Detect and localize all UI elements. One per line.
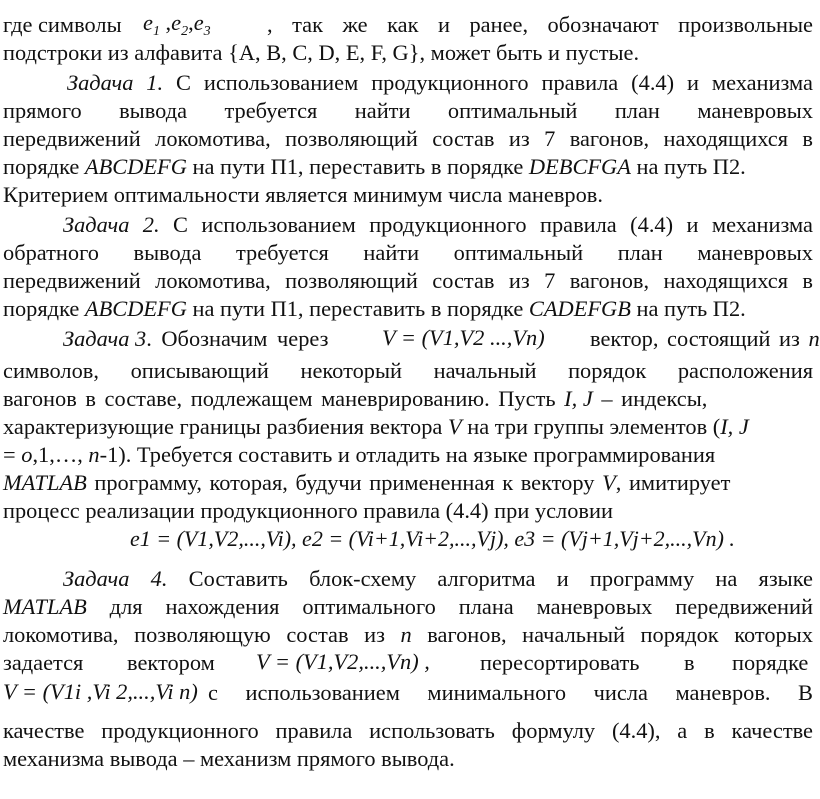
task-title: Задача 1. bbox=[67, 70, 164, 95]
task3-line-1b bbox=[590, 326, 820, 352]
task4-line-4b bbox=[127, 650, 247, 676]
text-segment: С использованием продукционного правила (4.4) и механизма bbox=[163, 70, 813, 95]
task2-line-3 bbox=[3, 268, 813, 294]
symbol-v: V bbox=[447, 414, 462, 439]
task1-line-3 bbox=[3, 126, 813, 152]
text-segment: обратного вывода требуется найти оптимальный план маневровых bbox=[3, 240, 813, 265]
text-segment: на путь П2. bbox=[630, 154, 746, 179]
text-segment: на пути П1, переставить в порядке bbox=[186, 154, 529, 179]
text-segment: задается bbox=[3, 650, 84, 675]
text-segment: Составить блок-схему алгоритма и программу на языке bbox=[167, 566, 813, 591]
symbol-n: n bbox=[400, 622, 412, 647]
text-segment: передвижений локомотива, позволяющий состав из 7 вагонов, находящихся в bbox=[3, 268, 813, 293]
task3-line-2 bbox=[3, 358, 813, 384]
task3-line-5 bbox=[3, 442, 813, 468]
text-segment: механизма вывода – механизм прямого вывода. bbox=[3, 746, 455, 771]
text-segment: локомотива, позволяющую состав из bbox=[3, 622, 401, 647]
text-segment: передвижений локомотива, позволяющий состав из 7 вагонов, находящихся в bbox=[3, 126, 813, 151]
order-string: CADEFGB bbox=[528, 296, 631, 321]
vector-v-formula: V = (V1,V2,...,Vn) , bbox=[256, 649, 430, 674]
text-segment: в bbox=[684, 650, 695, 675]
text-segment: порядке bbox=[732, 650, 809, 675]
symbol-n: n bbox=[808, 326, 820, 351]
task4-line-4d bbox=[684, 650, 714, 676]
text-segment: на пути П1, переставить в порядке bbox=[186, 296, 529, 321]
text-segment: С использованием продукционного правила (4.4) и механизма bbox=[159, 212, 813, 237]
text-segment: программу, которая, будучи примененная к вектору bbox=[86, 470, 603, 495]
text-segment: ,1,…, bbox=[32, 442, 89, 467]
symbols-e1-e2-e3: $e_1$ $,e_2,e_3$ bbox=[143, 10, 211, 39]
symbol-v: V bbox=[602, 470, 616, 495]
text-segment: -1). Требуется составить и отладить на языке программирования bbox=[99, 442, 716, 467]
text-segment: качестве продукционного правила использовать формулу (4.4), а в качестве bbox=[3, 718, 813, 743]
text-segment: где символы bbox=[3, 12, 122, 37]
symbol-n: n bbox=[88, 442, 100, 467]
task-title: Задача 3 bbox=[63, 326, 147, 351]
task1-line-4 bbox=[3, 154, 813, 180]
text-segment: вектор, состоящий из bbox=[590, 326, 809, 351]
order-string: DEBCFGA bbox=[528, 154, 631, 179]
task4-line-1 bbox=[63, 566, 813, 592]
symbol-e1: e bbox=[143, 10, 153, 35]
text-segment: прямого вывода требуется найти оптимальный план маневровых bbox=[3, 98, 813, 123]
task2-line-2 bbox=[3, 240, 813, 266]
symbol-e2: e bbox=[171, 10, 182, 35]
order-string: ABCDEFG bbox=[84, 154, 187, 179]
task4-line-5 bbox=[208, 680, 813, 706]
text-segment: Критерием оптимальности является минимум числа маневров. bbox=[3, 182, 603, 207]
text-segment: символов, описывающий некоторый начальный порядок расположения bbox=[3, 358, 813, 383]
target-vector-formula: V = (V1i ,Vi 2,...,Vi n) bbox=[3, 679, 198, 704]
task1-line-5 bbox=[3, 182, 813, 208]
vector-v-formula: V = (V1,V2 ...,Vn) bbox=[382, 325, 545, 350]
text-segment: с использованием минимального числа маневров. В bbox=[208, 680, 813, 705]
text-line-1b bbox=[267, 12, 813, 38]
text-segment: подстроки из алфавита {A, B, C, D, E, F, G}, может быть и пустые. bbox=[3, 40, 640, 65]
task2-line-1 bbox=[63, 212, 813, 238]
text-segment: = bbox=[3, 442, 22, 467]
text-segment: для нахождения оптимального плана маневровых передвижений bbox=[86, 594, 813, 619]
symbol-e3: e bbox=[193, 10, 204, 35]
task-title: Задача 4. bbox=[63, 566, 168, 591]
subscript: 1 bbox=[152, 24, 160, 39]
text-segment: на путь П2. bbox=[630, 296, 746, 321]
text-segment: вагонов в составе, подлежащем маневрированию. Пусть bbox=[3, 386, 565, 411]
text-segment: – индексы, bbox=[592, 386, 708, 411]
task3-line-6 bbox=[3, 470, 813, 496]
text-segment: . Обозначим через bbox=[146, 326, 329, 351]
task4-line-2 bbox=[3, 594, 813, 620]
task4-line-4e bbox=[732, 650, 816, 676]
task1-line-2 bbox=[3, 98, 813, 124]
task4-line-3 bbox=[3, 622, 813, 648]
text-segment: , так же как и ранее, обозначают произвольные bbox=[267, 12, 813, 37]
task3-line-7 bbox=[3, 498, 813, 524]
partition-formula: e1 = (V1,V2,...,Vi), e2 = (Vi+1,Vi+2,...,Vj), e3 = (Vj+1,Vj+2,...,Vn) . bbox=[130, 526, 735, 551]
text-segment: на три группы элементов ( bbox=[461, 414, 721, 439]
text-segment: вагонов, начальный порядок которых bbox=[411, 622, 813, 647]
symbol-ij: I, J bbox=[564, 386, 593, 411]
text-segment: характеризующие границы разбиения вектора bbox=[3, 414, 448, 439]
matlab-name: MATLAB bbox=[3, 470, 87, 495]
order-string: ABCDEFG bbox=[84, 296, 187, 321]
task-title: Задача 2. bbox=[63, 212, 160, 237]
task2-line-4 bbox=[3, 296, 813, 322]
task4-line-6 bbox=[3, 718, 813, 744]
text-segment: порядке bbox=[3, 154, 85, 179]
task4-line-4c bbox=[480, 650, 660, 676]
task3-line-3 bbox=[3, 386, 813, 412]
text-segment: , имитирует bbox=[615, 470, 731, 495]
task1-line-1 bbox=[67, 70, 813, 96]
matlab-name: MATLAB bbox=[3, 594, 87, 619]
text-line-2 bbox=[3, 40, 813, 66]
text-segment: порядке bbox=[3, 296, 85, 321]
text-segment: пересортировать bbox=[480, 650, 640, 675]
task3-line-4 bbox=[3, 414, 813, 440]
text-segment: процесс реализации продукционного правила (4.4) при условии bbox=[3, 498, 613, 523]
symbol-o: o bbox=[21, 442, 33, 467]
task4-line-7 bbox=[3, 746, 813, 772]
text-segment: вектором bbox=[127, 650, 215, 675]
symbol-ij: I, J bbox=[720, 414, 749, 439]
subscript: 2 bbox=[181, 24, 189, 39]
subscript: 3 bbox=[203, 24, 211, 39]
